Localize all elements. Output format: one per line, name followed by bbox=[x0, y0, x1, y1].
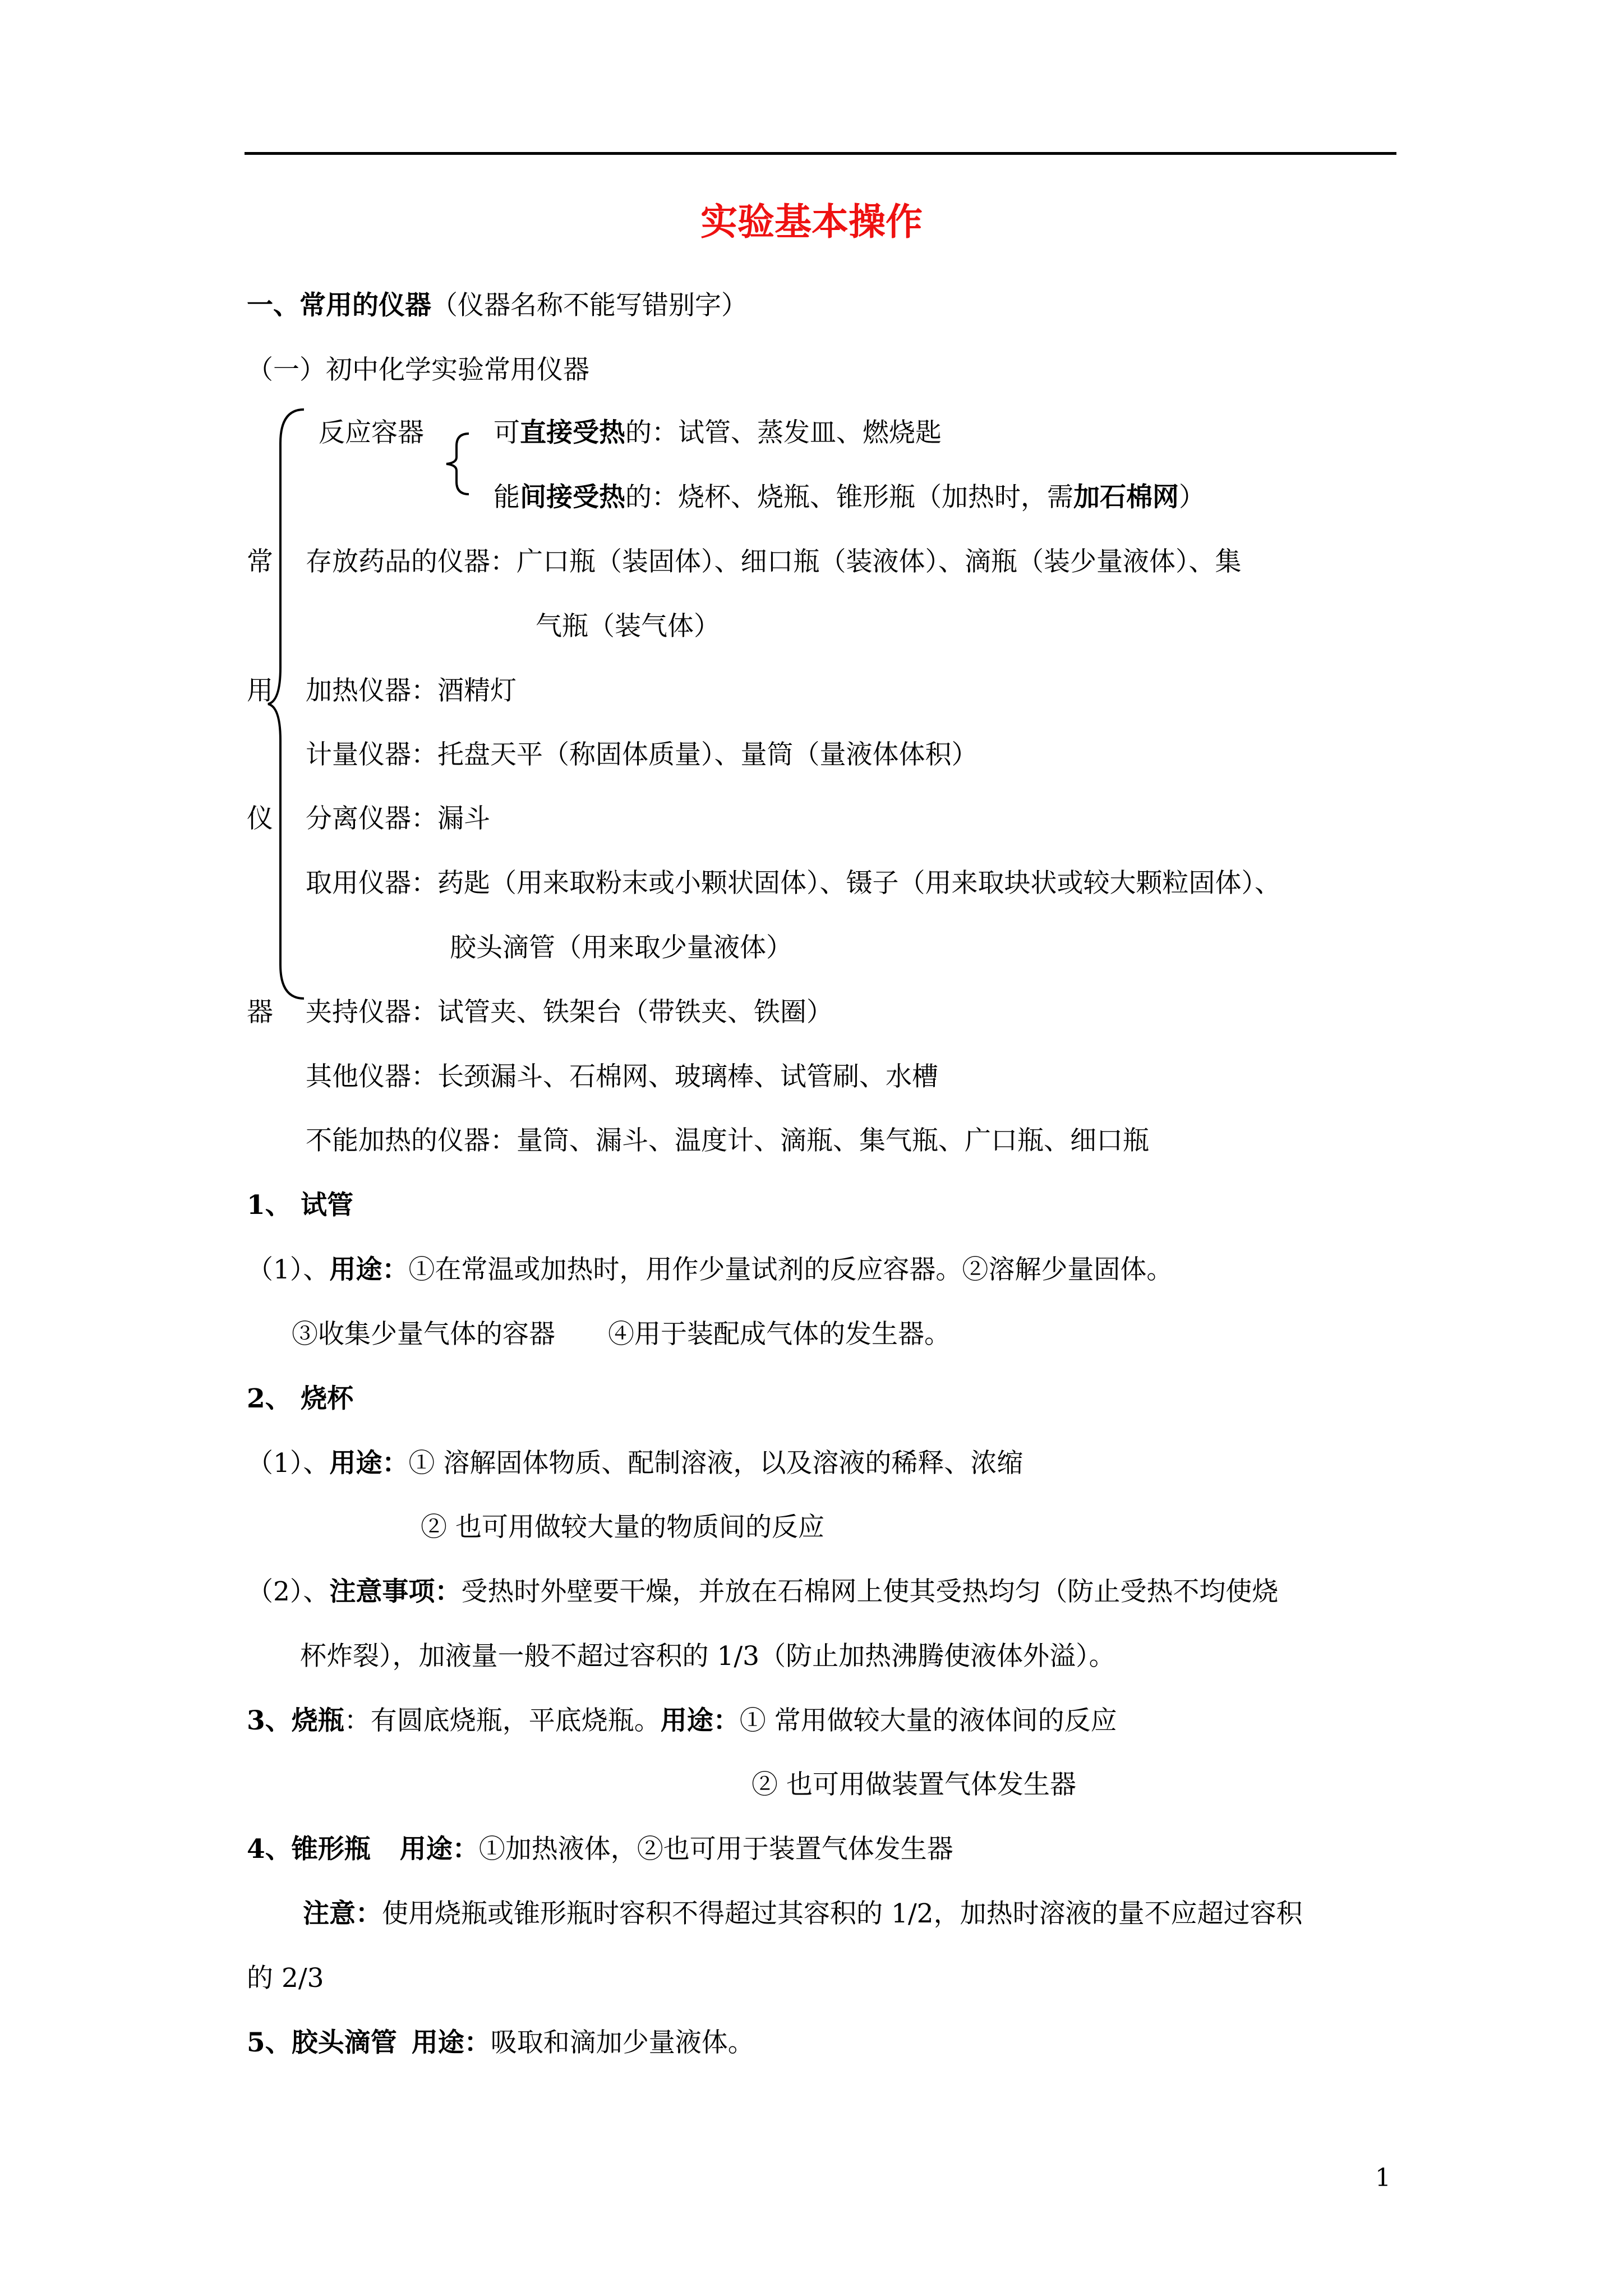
storage-line-2: 气瓶（装气体） bbox=[536, 611, 720, 642]
reaction-indirect-bold2: 加石棉网 bbox=[1073, 482, 1179, 513]
other-line: 其他仪器：长颈漏斗、石棉网、玻璃棒、试管刷、水槽 bbox=[306, 1061, 938, 1092]
flask-desc: ：有圆底烧瓶，平底烧瓶。 bbox=[344, 1705, 661, 1736]
reaction-indirect-end: ） bbox=[1179, 482, 1205, 513]
heating-line: 加热仪器：酒精灯 bbox=[306, 675, 517, 706]
storage-line-1: 存放药品的仪器：广口瓶（装固体）、细口瓶（装液体）、滴瓶（装少量液体）、集 bbox=[306, 546, 1242, 577]
bracket-label-char: 常 bbox=[247, 546, 273, 577]
page-title: 实验基本操作 bbox=[700, 200, 923, 243]
section-heading bbox=[247, 289, 748, 323]
header-rule bbox=[245, 152, 1396, 155]
reaction-direct-prefix: 可 bbox=[494, 417, 520, 448]
reaction-indirect-prefix: 能 bbox=[494, 482, 520, 513]
reaction-label: 反应容器 bbox=[319, 417, 424, 448]
beaker-use-text: ① 溶解固体物质、配制溶液，以及溶液的稀释、浓缩 bbox=[408, 1448, 1023, 1479]
flask-use-2: ② 也可用做装置气体发生器 bbox=[751, 1769, 1076, 1800]
test-tube-heading-text: 1、 试管 bbox=[247, 1190, 354, 1221]
sub-heading: （一）初中化学实验常用仪器 bbox=[247, 355, 589, 385]
beaker-note-label: 注意事项： bbox=[329, 1576, 462, 1607]
dropper-line bbox=[247, 2026, 754, 2060]
conical-note-text: 使用烧瓶或锥形瓶时容积不得超过其容积的 1/2，加热时溶液的量不应超过容积 bbox=[382, 1898, 1303, 1929]
taking-line-2: 胶头滴管（用来取少量液体） bbox=[450, 932, 792, 963]
beaker-heading bbox=[247, 1382, 353, 1416]
conical-note-2: 的 2/3 bbox=[247, 1963, 324, 1994]
flask-use-text: ① 常用做较大量的液体间的反应 bbox=[739, 1705, 1117, 1736]
reaction-brace bbox=[441, 429, 474, 496]
page-number: 1 bbox=[1375, 2164, 1391, 2192]
conical-note-label: 注意： bbox=[303, 1898, 382, 1929]
conical-line bbox=[247, 1833, 953, 1866]
conical-heading: 4、锥形瓶 bbox=[247, 1834, 371, 1865]
conical-use-label: 用途： bbox=[399, 1834, 479, 1865]
test-tube-use-1 bbox=[247, 1253, 1173, 1287]
measuring-line: 计量仪器：托盘天平（称固体质量）、量筒（量液体体积） bbox=[306, 739, 978, 770]
beaker-use-2: ② 也可用做较大量的物质间的反应 bbox=[421, 1512, 824, 1543]
reaction-direct-bold: 直接受热 bbox=[520, 417, 625, 448]
reaction-indirect-bold: 间接受热 bbox=[520, 482, 625, 513]
beaker-note-1 bbox=[247, 1575, 1278, 1609]
conical-use-text: ①加热液体，②也可用于装置气体发生器 bbox=[478, 1834, 953, 1865]
dropper-use-text: 吸取和滴加少量液体。 bbox=[490, 2027, 754, 2058]
holding-line: 夹持仪器：试管夹、铁架台（带铁夹、铁圈） bbox=[306, 997, 833, 1028]
bracket-label-char: 仪 bbox=[247, 803, 273, 834]
test-tube-heading bbox=[247, 1189, 353, 1222]
flask-heading: 3、烧瓶 bbox=[247, 1705, 344, 1736]
section-heading-num: 一、 bbox=[247, 290, 299, 321]
section-heading-note: （仪器名称不能写错别字） bbox=[431, 290, 748, 321]
beaker-heading-text: 2、 烧杯 bbox=[247, 1383, 354, 1414]
test-tube-use-2: ③收集少量气体的容器 ④用于装配成气体的发生器。 bbox=[292, 1319, 951, 1350]
bracket-label-char: 器 bbox=[247, 997, 273, 1028]
test-tube-use-text: ①在常温或加热时，用作少量试剂的反应容器。②溶解少量固体。 bbox=[408, 1254, 1173, 1285]
taking-line-1: 取用仪器：药匙（用来取粉末或小颗状固体）、镊子（用来取块状或较大颗粒固体）、 bbox=[306, 868, 1281, 899]
reaction-indirect-items: 的：烧杯、烧瓶、锥形瓶（加热时，需 bbox=[625, 482, 1073, 513]
beaker-use-prefix: （1）、 bbox=[247, 1448, 330, 1479]
section-heading-text: 常用的仪器 bbox=[299, 290, 431, 321]
beaker-note-2: 杯炸裂），加液量一般不超过容积的 1/3（防止加热沸腾使液体外溢）。 bbox=[300, 1641, 1115, 1672]
beaker-use-1 bbox=[247, 1447, 1023, 1480]
beaker-note-text: 受热时外壁要干燥，并放在石棉网上使其受热均匀（防止受热不均使烧 bbox=[461, 1576, 1279, 1607]
beaker-note-prefix: （2）、 bbox=[247, 1576, 330, 1607]
reaction-direct bbox=[494, 416, 942, 450]
separation-line: 分离仪器：漏斗 bbox=[306, 803, 490, 834]
flask-use-label: 用途： bbox=[660, 1705, 740, 1736]
reaction-direct-items: 的：试管、蒸发皿、燃烧匙 bbox=[625, 417, 942, 448]
non-heatable-line: 不能加热的仪器：量筒、漏斗、温度计、滴瓶、集气瓶、广口瓶、细口瓶 bbox=[306, 1125, 1149, 1156]
test-tube-use-label: 用途： bbox=[329, 1254, 409, 1285]
flask-line-1 bbox=[247, 1704, 1117, 1738]
dropper-heading: 5、胶头滴管 bbox=[247, 2027, 397, 2058]
dropper-use-label: 用途： bbox=[411, 2027, 491, 2058]
test-tube-use-prefix: （1）、 bbox=[247, 1254, 330, 1285]
bracket-label-char: 用 bbox=[247, 675, 273, 706]
conical-note-1 bbox=[303, 1897, 1303, 1931]
reaction-indirect bbox=[494, 481, 1205, 514]
beaker-use-label: 用途： bbox=[329, 1448, 409, 1479]
